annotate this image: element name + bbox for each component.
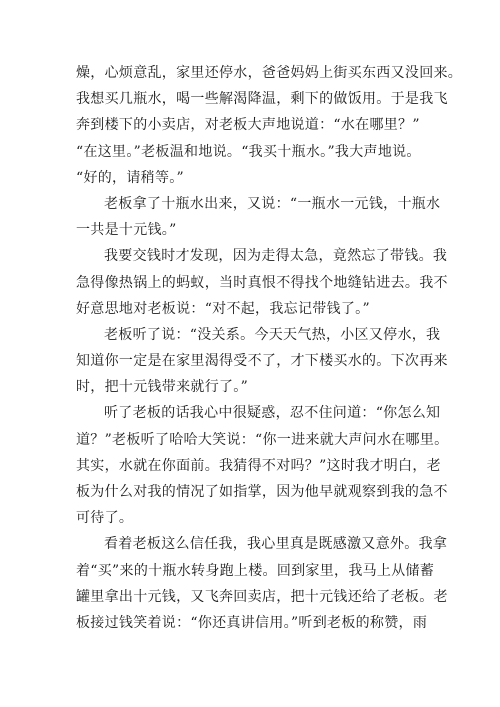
text-line: 急得像热锅上的蚂蚁，当时真恨不得找个地缝钻进去。我不 [76, 274, 448, 291]
text-line: 看着老板这么信任我，我心里真是既感激又意外。我拿 [104, 536, 448, 553]
text-line: 罐里拿出十元钱，又飞奔回卖店，把十元钱还给了老板。老 [76, 588, 448, 605]
text-line: 时，把十元钱带来就行了。” [76, 379, 249, 396]
text-line: 我要交钱时才发现，因为走得太急，竟然忘了带钱。我 [104, 248, 448, 265]
text-line: 着“买”来的十瓶水转身跑上楼。回到家里，我马上从储蓄 [76, 562, 435, 579]
text-line: 听了老板的话我心中很疑惑，忍不住问道：“你怎么知 [104, 405, 441, 422]
text-line: 老板拿了十瓶水出来，又说：“一瓶水一元钱，十瓶水 [104, 195, 441, 212]
text-line: 其实，水就在你面前。我猜得不对吗？”这时我才明白，老 [76, 457, 441, 474]
text-line: 知道你一定是在家里渴得受不了，才下楼买水的。下次再来 [76, 353, 448, 370]
text-line: 板为什么对我的情况了如指掌，因为他早就观察到我的急不 [76, 484, 448, 500]
body-text [76, 60, 463, 636]
text-line: 一共是十元钱。” [76, 222, 177, 239]
text-line: “在这里。”老板温和地说。“我买十瓶水。”我大声地说。 [76, 143, 421, 160]
text-line: “好的，请稍等。” [76, 169, 185, 186]
text-line: 老板听了说：“没关系。今天天气热，小区又停水，我 [104, 326, 441, 343]
text-line: 可待了。 [76, 510, 134, 527]
text-line: 奔到楼下的小卖店，对老板大声地说道：“水在哪里？” [76, 117, 420, 134]
text-line: 道？”老板听了哈哈大笑说：“你一进来就大声问水在哪里。 [76, 431, 449, 448]
text-line: 好意思地对老板说：“对不起，我忘记带钱了。” [76, 300, 370, 317]
text-line: 我想买几瓶水，喝一些解渴降温，剩下的做饭用。于是我飞 [76, 91, 448, 108]
text-line: 燥，心烦意乱，家里还停水，爸爸妈妈上街买东西又没回来。 [76, 65, 463, 81]
text-line: 板接过钱笑着说：“你还真讲信用。”听到老板的称赞，雨 [76, 614, 428, 631]
